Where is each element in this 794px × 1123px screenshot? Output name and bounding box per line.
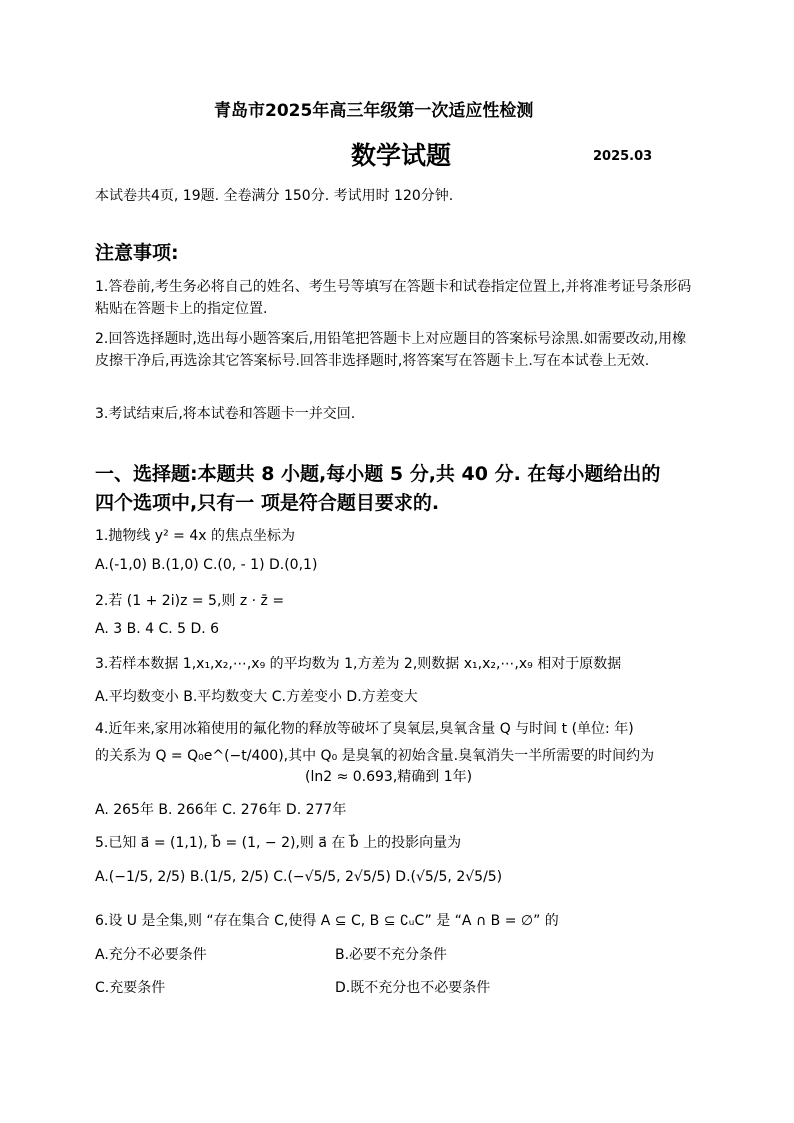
notice-item-2: 2.回答选择题时,选出每小题答案后,用铅笔把答题卡上对应题目的答案标号涂黑.如需要改动,用橡皮擦干净后,再选涂其它答案标号.回答非选择题时,将答案写在答题卡上.写在本试卷上无效.: [95, 331, 687, 369]
exam-date: 2025.03: [593, 149, 653, 164]
subject-title: 数学试题: [351, 141, 452, 170]
question-6-option-d: D.既不充分也不必要条件: [335, 980, 491, 996]
question-1-stem: 1.抛物线 y² = 4x 的焦点坐标为: [95, 528, 295, 544]
question-4-line3: (ln2 ≈ 0.693,精确到 1年): [305, 769, 473, 785]
question-4-line1: 4.近年来,家用冰箱使用的氟化物的释放等破坏了臭氧层,臭氧含量 Q 与时间 t (单位: 年): [95, 721, 634, 737]
section-heading-line2: 四个选项中,只有一 项是符合题目要求的.: [95, 492, 440, 514]
question-4-line2: 的关系为 Q = Q₀e^(−t/400),其中 Q₀ 是臭氧的初始含量.臭氧消失一半所需要的时间约为: [95, 748, 655, 764]
question-3-options: A.平均数变小 B.平均数变大 C.方差变小 D.方差变大: [95, 689, 418, 705]
question-4-options: A. 265年 B. 266年 C. 276年 D. 277年: [95, 802, 347, 818]
question-6-option-b: B.必要不充分条件: [335, 947, 448, 963]
question-5-stem: 5.已知 a⃗ = (1,1), b⃗ = (1, − 2),则 a⃗ 在 b⃗ 上的投影向量为: [95, 835, 462, 851]
question-6-option-c: C.充要条件: [95, 980, 166, 996]
question-2-stem: 2.若 (1 + 2i)z = 5,则 z · z̄ =: [95, 593, 285, 609]
question-3-stem: 3.若样本数据 1,x₁,x₂,⋯,x₉ 的平均数为 1,方差为 2,则数据 x₁,x₂,⋯,x₉ 相对于原数据: [95, 656, 622, 672]
question-2-options: A. 3 B. 4 C. 5 D. 6: [95, 621, 220, 637]
question-5-options: A.(−1/5, 2/5) B.(1/5, 2/5) C.(−√5/5, 2√5/5) D.(√5/5, 2√5/5): [95, 869, 503, 885]
question-6-stem: 6.设 U 是全集,则 “存在集合 C,使得 A ⊆ C, B ⊆ ∁ᵤC” 是 “A ∩ B = ∅” 的: [95, 913, 559, 929]
question-6-option-a: A.充分不必要条件: [95, 947, 207, 963]
question-1-options: A.(-1,0) B.(1,0) C.(0, - 1) D.(0,1): [95, 557, 318, 573]
section-heading-line1: 一、选择题:本题共 8 小题,每小题 5 分,共 40 分. 在每小题给出的: [95, 463, 661, 485]
exam-intro: 本试卷共4页, 19题. 全卷满分 150分. 考试用时 120分钟.: [95, 188, 454, 204]
notice-heading: 注意事项:: [95, 242, 179, 264]
notice-item-1: 1.答卷前,考生务必将自己的姓名、考生号等填写在答题卡和试卷指定位置上,并将准考证号条形码粘贴在答题卡上的指定位置.: [95, 279, 692, 317]
exam-title: 青岛市2025年高三年级第一次适应性检测: [214, 101, 534, 121]
notice-item-3: 3.考试结束后,将本试卷和答题卡一并交回.: [95, 406, 356, 422]
